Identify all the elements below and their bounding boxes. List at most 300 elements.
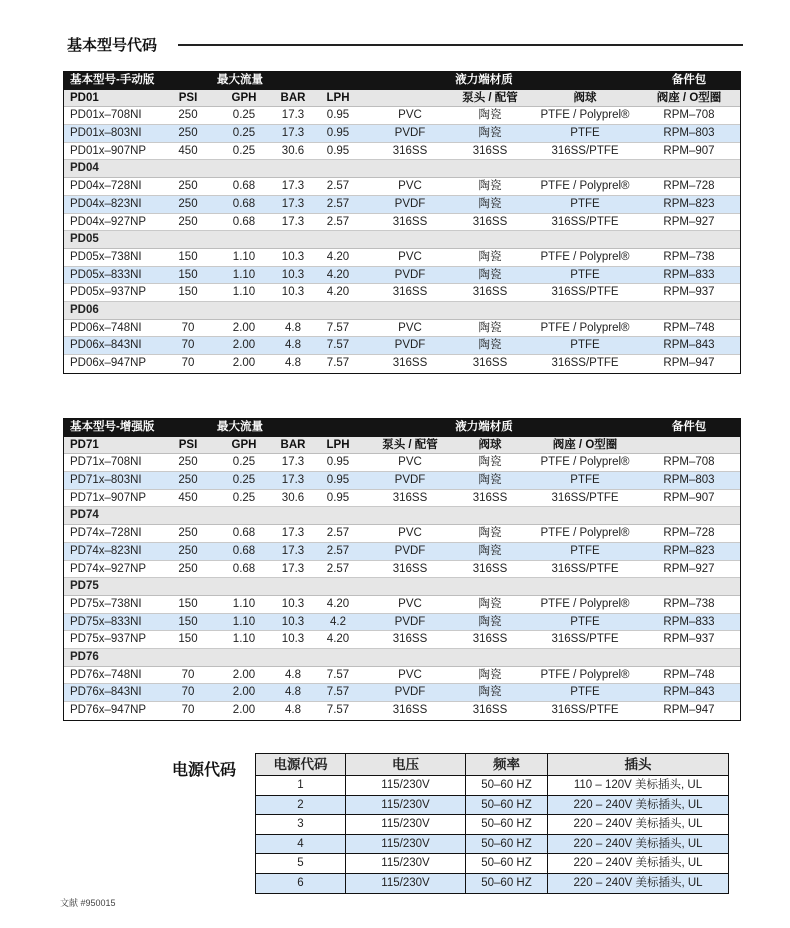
power-cell-voltage: 115/230V <box>346 835 466 854</box>
cell-psi: 250 <box>178 544 198 557</box>
cell-lph: 2.57 <box>326 215 350 228</box>
cell-bar: 4.8 <box>285 339 301 352</box>
cell-psi: 250 <box>178 197 198 210</box>
model-code: PD75x–738NI <box>70 597 142 610</box>
enhanced-model-table <box>63 418 741 721</box>
model-code: PD71x–708NI <box>70 456 142 469</box>
power-cell-frequency: 50–60 HZ <box>466 874 548 894</box>
cell-kit: RPM–823 <box>663 544 715 557</box>
power-cell-voltage: 115/230V <box>346 776 466 795</box>
cell-ball: PTFE / Polyprel® <box>540 109 630 122</box>
cell-ball: 316SS/PTFE <box>551 704 619 716</box>
cell-bar: 4.8 <box>285 704 301 716</box>
model-code: PD74x–823NI <box>70 544 142 557</box>
cell-ball: 316SS/PTFE <box>551 286 619 299</box>
cell-bar: 4.8 <box>285 321 301 334</box>
cell-head: PVDF <box>394 127 426 140</box>
cell-kit: RPM–833 <box>663 615 715 628</box>
cell-ball: PTFE / Polyprel® <box>540 180 630 193</box>
cell-piping: 陶瓷 <box>478 321 502 334</box>
manual-model-table <box>63 71 741 374</box>
header-max-flow: 最大流量 <box>217 74 263 86</box>
power-cell-frequency: 50–60 HZ <box>466 796 548 815</box>
cell-bar: 4.8 <box>285 668 301 681</box>
cell-ball: PTFE <box>570 197 600 210</box>
table-row <box>64 454 740 472</box>
cell-head: PVDF <box>394 339 426 352</box>
cell-gph: 0.68 <box>232 527 256 540</box>
column-header-bar: BAR <box>280 91 306 104</box>
table-row <box>64 702 740 720</box>
cell-bar: 30.6 <box>281 491 305 504</box>
cell-ball: PTFE <box>570 615 600 628</box>
group-row <box>64 649 740 667</box>
model-code: PD04x–728NI <box>70 180 142 193</box>
table-header <box>64 419 740 437</box>
cell-lph: 2.57 <box>326 197 350 210</box>
cell-bar: 10.3 <box>281 286 305 299</box>
table-row <box>64 125 740 143</box>
cell-kit: RPM–937 <box>663 286 715 299</box>
cell-psi: 70 <box>181 357 195 369</box>
table-row <box>64 684 740 702</box>
cell-bar: 17.3 <box>281 527 305 540</box>
model-code: PD01x–708NI <box>70 109 142 122</box>
cell-bar: 10.3 <box>281 250 305 263</box>
cell-gph: 2.00 <box>232 704 256 716</box>
model-code: PD74x–927NP <box>70 562 147 575</box>
cell-kit: RPM–833 <box>663 268 715 281</box>
cell-psi: 250 <box>178 456 198 469</box>
cell-piping: 316SS <box>472 357 508 369</box>
cell-head: PVDF <box>394 474 426 487</box>
cell-kit: RPM–803 <box>663 127 715 140</box>
cell-ball: PTFE <box>570 474 600 487</box>
cell-piping: 陶瓷 <box>478 474 502 487</box>
cell-lph: 0.95 <box>326 491 350 504</box>
cell-piping: 陶瓷 <box>478 197 502 210</box>
cell-ball: PTFE <box>570 268 600 281</box>
power-cell-voltage: 115/230V <box>346 815 466 834</box>
power-cell-code: 3 <box>256 815 346 834</box>
cell-lph: 7.57 <box>326 668 350 681</box>
cell-piping: 陶瓷 <box>478 180 502 193</box>
model-code: PD01x–907NP <box>70 144 147 157</box>
power-cell-code: 1 <box>256 776 346 795</box>
cell-kit: RPM–843 <box>663 686 715 699</box>
header-series: 基本型号-手动版 <box>70 74 155 86</box>
power-row <box>256 796 728 816</box>
table-row <box>64 284 740 302</box>
cell-gph: 0.68 <box>232 544 256 557</box>
cell-gph: 1.10 <box>232 597 256 610</box>
cell-ball: 316SS/PTFE <box>551 144 619 157</box>
cell-kit: RPM–907 <box>663 144 715 157</box>
cell-kit: RPM–947 <box>663 704 715 716</box>
cell-gph: 0.25 <box>232 144 256 157</box>
power-cell-frequency: 50–60 HZ <box>466 815 548 834</box>
cell-ball: 316SS/PTFE <box>551 633 619 646</box>
cell-gph: 1.10 <box>232 615 256 628</box>
model-code: PD06x–748NI <box>70 321 142 334</box>
table-subheader <box>64 437 740 455</box>
cell-piping: 陶瓷 <box>478 615 502 628</box>
cell-ball: PTFE / Polyprel® <box>540 456 630 469</box>
cell-piping: 陶瓷 <box>478 268 502 281</box>
model-code: PD76x–748NI <box>70 668 142 681</box>
power-header-plug: 插头 <box>624 757 652 772</box>
cell-head: PVC <box>398 456 422 469</box>
table-row <box>64 490 740 508</box>
power-cell-code: 4 <box>256 835 346 854</box>
table-row <box>64 143 740 161</box>
model-code: PD05x–937NP <box>70 286 147 299</box>
table-row <box>64 525 740 543</box>
cell-kit: RPM–927 <box>663 215 715 228</box>
cell-psi: 70 <box>181 668 195 681</box>
cell-piping: 316SS <box>472 562 508 575</box>
model-code: PD76x–947NP <box>70 704 147 716</box>
document-number: 文献 #950015 <box>60 898 116 908</box>
cell-ball: PTFE / Polyprel® <box>540 527 630 540</box>
cell-head: PVDF <box>394 615 426 628</box>
cell-ball: 316SS/PTFE <box>551 562 619 575</box>
power-cell-plug: 110 – 120V 美标插头, UL <box>573 779 703 791</box>
cell-bar: 17.3 <box>281 127 305 140</box>
group-row <box>64 231 740 249</box>
cell-head: PVC <box>398 597 422 610</box>
cell-piping: 陶瓷 <box>478 686 502 699</box>
cell-bar: 30.6 <box>281 144 305 157</box>
cell-bar: 17.3 <box>281 180 305 193</box>
cell-head: PVC <box>398 250 422 263</box>
cell-lph: 4.20 <box>326 597 350 610</box>
cell-head: PVDF <box>394 544 426 557</box>
table-header <box>64 72 740 90</box>
header-series: 基本型号-增强版 <box>70 421 155 433</box>
table-row <box>64 196 740 214</box>
header-max-flow: 最大流量 <box>217 421 263 433</box>
cell-gph: 2.00 <box>232 339 256 352</box>
cell-gph: 0.25 <box>232 491 256 504</box>
cell-bar: 17.3 <box>281 456 305 469</box>
cell-lph: 2.57 <box>326 562 350 575</box>
cell-gph: 0.68 <box>232 562 256 575</box>
cell-lph: 7.57 <box>326 704 350 716</box>
cell-piping: 陶瓷 <box>478 109 502 122</box>
cell-lph: 2.57 <box>326 180 350 193</box>
cell-bar: 17.3 <box>281 215 305 228</box>
cell-gph: 0.68 <box>232 215 256 228</box>
cell-lph: 2.57 <box>326 527 350 540</box>
group-label: PD01 <box>70 91 99 104</box>
cell-piping: 陶瓷 <box>478 456 502 469</box>
column-header-ball: 阀球 <box>573 91 597 104</box>
cell-kit: RPM–708 <box>663 456 715 469</box>
cell-gph: 0.25 <box>232 127 256 140</box>
cell-kit: RPM–947 <box>663 357 715 369</box>
cell-psi: 70 <box>181 321 195 334</box>
cell-bar: 4.8 <box>285 357 301 369</box>
power-cell-plug: 220 – 240V 美标插头, UL <box>573 876 703 889</box>
cell-head: 316SS <box>392 633 428 646</box>
cell-head: PVC <box>398 527 422 540</box>
title-rule <box>178 44 743 46</box>
cell-piping: 316SS <box>472 491 508 504</box>
power-cell-plug: 220 – 240V 美标插头, UL <box>573 818 703 830</box>
group-label: PD06 <box>70 303 99 316</box>
power-header-code: 电源代码 <box>256 754 346 775</box>
table-row <box>64 267 740 285</box>
cell-bar: 10.3 <box>281 633 305 646</box>
header-wetted: 液力端材质 <box>455 421 513 433</box>
cell-piping: 316SS <box>472 144 508 157</box>
cell-ball: PTFE / Polyprel® <box>540 321 630 334</box>
cell-gph: 0.68 <box>232 180 256 193</box>
table-row <box>64 614 740 632</box>
table-row <box>64 214 740 232</box>
column-header-gph: GPH <box>231 91 257 104</box>
table-row <box>64 543 740 561</box>
cell-gph: 1.10 <box>232 250 256 263</box>
cell-head: 316SS <box>392 144 428 157</box>
cell-lph: 0.95 <box>326 474 350 487</box>
group-row <box>64 578 740 596</box>
cell-kit: RPM–927 <box>663 562 715 575</box>
cell-lph: 4.20 <box>326 286 350 299</box>
cell-gph: 0.25 <box>232 109 256 122</box>
table-row <box>64 355 740 373</box>
power-cell-code: 5 <box>256 854 346 873</box>
cell-piping: 陶瓷 <box>478 597 502 610</box>
model-code: PD04x–823NI <box>70 197 142 210</box>
cell-kit: RPM–748 <box>663 321 715 334</box>
power-header-voltage: 电压 <box>346 754 466 775</box>
power-table-header <box>256 754 728 776</box>
cell-piping: 陶瓷 <box>478 250 502 263</box>
group-label: PD75 <box>70 580 99 593</box>
power-code-label: 电源代码 <box>172 762 237 779</box>
power-cell-voltage: 115/230V <box>346 874 466 894</box>
cell-bar: 17.3 <box>281 197 305 210</box>
group-label: PD76 <box>70 650 99 663</box>
cell-psi: 70 <box>181 339 195 352</box>
group-label: PD71 <box>70 438 99 451</box>
cell-gph: 2.00 <box>232 321 256 334</box>
power-cell-plug: 220 – 240V 美标插头, UL <box>573 837 703 850</box>
cell-lph: 2.57 <box>326 544 350 557</box>
cell-kit: RPM–728 <box>663 527 715 540</box>
column-header-bar: BAR <box>280 438 306 451</box>
model-code: PD06x–947NP <box>70 357 147 369</box>
power-cell-plug: 220 – 240V 美标插头, UL <box>573 798 703 811</box>
model-code: PD75x–937NP <box>70 633 147 646</box>
power-cell-code: 6 <box>256 874 346 894</box>
cell-psi: 250 <box>178 109 198 122</box>
power-cell-voltage: 115/230V <box>346 796 466 815</box>
cell-kit: RPM–748 <box>663 668 715 681</box>
group-label: PD04 <box>70 162 99 175</box>
cell-psi: 70 <box>181 704 195 716</box>
column-header-head: 泵头 / 配管 <box>382 438 438 451</box>
cell-gph: 2.00 <box>232 668 256 681</box>
power-row <box>256 835 728 855</box>
column-header-lph: LPH <box>326 438 350 451</box>
cell-psi: 250 <box>178 180 198 193</box>
cell-gph: 0.25 <box>232 456 256 469</box>
table-row <box>64 631 740 649</box>
header-spares: 备件包 <box>671 421 707 433</box>
group-label: PD05 <box>70 233 99 246</box>
cell-kit: RPM–907 <box>663 491 715 504</box>
cell-bar: 10.3 <box>281 615 305 628</box>
group-row <box>64 507 740 525</box>
cell-lph: 0.95 <box>326 144 350 157</box>
cell-head: 316SS <box>392 562 428 575</box>
power-cell-frequency: 50–60 HZ <box>466 776 548 795</box>
header-wetted: 液力端材质 <box>455 74 513 86</box>
cell-head: 316SS <box>392 215 428 228</box>
cell-kit: RPM–843 <box>663 339 715 352</box>
power-cell-voltage: 115/230V <box>346 854 466 873</box>
cell-ball: PTFE / Polyprel® <box>540 597 630 610</box>
cell-gph: 1.10 <box>232 633 256 646</box>
cell-gph: 0.25 <box>232 474 256 487</box>
cell-head: 316SS <box>392 491 428 504</box>
power-cell-frequency: 50–60 HZ <box>466 835 548 854</box>
cell-bar: 17.3 <box>281 474 305 487</box>
cell-psi: 150 <box>178 615 198 628</box>
cell-head: PVC <box>398 180 422 193</box>
table-row <box>64 667 740 685</box>
model-code: PD71x–907NP <box>70 491 147 504</box>
cell-head: PVDF <box>394 268 426 281</box>
cell-psi: 150 <box>178 268 198 281</box>
cell-psi: 450 <box>178 144 198 157</box>
cell-psi: 250 <box>178 562 198 575</box>
cell-kit: RPM–708 <box>663 109 715 122</box>
cell-lph: 7.57 <box>326 339 350 352</box>
column-header-lph: LPH <box>326 91 350 104</box>
group-row <box>64 302 740 320</box>
cell-kit: RPM–803 <box>663 474 715 487</box>
header-spares: 备件包 <box>671 74 707 86</box>
column-header-ball: 阀座 / O型圈 <box>552 438 618 451</box>
cell-kit: RPM–728 <box>663 180 715 193</box>
cell-ball: PTFE <box>570 544 600 557</box>
cell-head: 316SS <box>392 286 428 299</box>
power-cell-code: 2 <box>256 796 346 815</box>
power-row <box>256 776 728 796</box>
cell-psi: 250 <box>178 127 198 140</box>
cell-lph: 4.20 <box>326 250 350 263</box>
cell-lph: 7.57 <box>326 321 350 334</box>
column-header-seat: 阀座 / O型圈 <box>656 91 722 104</box>
power-cell-frequency: 50–60 HZ <box>466 854 548 873</box>
group-row <box>64 160 740 178</box>
cell-ball: 316SS/PTFE <box>551 215 619 228</box>
power-header-frequency: 频率 <box>466 754 548 775</box>
model-code: PD04x–927NP <box>70 215 147 228</box>
cell-bar: 17.3 <box>281 109 305 122</box>
cell-bar: 17.3 <box>281 562 305 575</box>
group-label: PD74 <box>70 509 99 522</box>
cell-head: PVC <box>398 109 422 122</box>
cell-gph: 2.00 <box>232 357 256 369</box>
cell-lph: 0.95 <box>326 109 350 122</box>
cell-lph: 0.95 <box>326 456 350 469</box>
cell-head: 316SS <box>392 704 428 716</box>
column-header-psi: PSI <box>178 91 198 104</box>
column-header-pump-head: 泵头 / 配管 <box>462 91 518 104</box>
page-title: 基本型号代码 <box>67 37 158 54</box>
model-code: PD05x–738NI <box>70 250 142 263</box>
cell-piping: 316SS <box>472 704 508 716</box>
power-row <box>256 815 728 835</box>
model-code: PD05x–833NI <box>70 268 142 281</box>
cell-head: PVC <box>398 668 422 681</box>
table-row <box>64 596 740 614</box>
cell-lph: 4.20 <box>326 633 350 646</box>
cell-psi: 450 <box>178 491 198 504</box>
power-row <box>256 874 728 894</box>
cell-head: 316SS <box>392 357 428 369</box>
table-row <box>64 337 740 355</box>
cell-psi: 70 <box>181 686 195 699</box>
cell-lph: 7.57 <box>326 686 350 699</box>
cell-kit: RPM–823 <box>663 197 715 210</box>
cell-psi: 250 <box>178 215 198 228</box>
table-row <box>64 107 740 125</box>
cell-ball: PTFE <box>570 127 600 140</box>
cell-head: PVDF <box>394 686 426 699</box>
table-subheader <box>64 90 740 108</box>
cell-psi: 250 <box>178 527 198 540</box>
cell-ball: PTFE <box>570 686 600 699</box>
table-row <box>64 561 740 579</box>
cell-head: PVC <box>398 321 422 334</box>
cell-kit: RPM–738 <box>663 250 715 263</box>
cell-piping: 陶瓷 <box>478 527 502 540</box>
model-code: PD01x–803NI <box>70 127 142 140</box>
table-row <box>64 320 740 338</box>
model-code: PD71x–803NI <box>70 474 142 487</box>
cell-gph: 0.68 <box>232 197 256 210</box>
cell-lph: 4.20 <box>326 268 350 281</box>
table-row <box>64 249 740 267</box>
power-code-table <box>255 753 729 894</box>
model-code: PD76x–843NI <box>70 686 142 699</box>
cell-piping: 陶瓷 <box>478 339 502 352</box>
cell-psi: 150 <box>178 250 198 263</box>
cell-ball: PTFE / Polyprel® <box>540 668 630 681</box>
cell-bar: 10.3 <box>281 268 305 281</box>
cell-psi: 150 <box>178 633 198 646</box>
cell-bar: 4.8 <box>285 686 301 699</box>
cell-lph: 0.95 <box>326 127 350 140</box>
model-code: PD74x–728NI <box>70 527 142 540</box>
cell-lph: 4.2 <box>330 615 346 628</box>
cell-ball: 316SS/PTFE <box>551 491 619 504</box>
cell-psi: 150 <box>178 597 198 610</box>
cell-ball: PTFE / Polyprel® <box>540 250 630 263</box>
cell-ball: 316SS/PTFE <box>551 357 619 369</box>
table-row <box>64 472 740 490</box>
cell-gph: 1.10 <box>232 268 256 281</box>
cell-piping: 316SS <box>472 215 508 228</box>
cell-piping: 陶瓷 <box>478 668 502 681</box>
cell-head: PVDF <box>394 197 426 210</box>
